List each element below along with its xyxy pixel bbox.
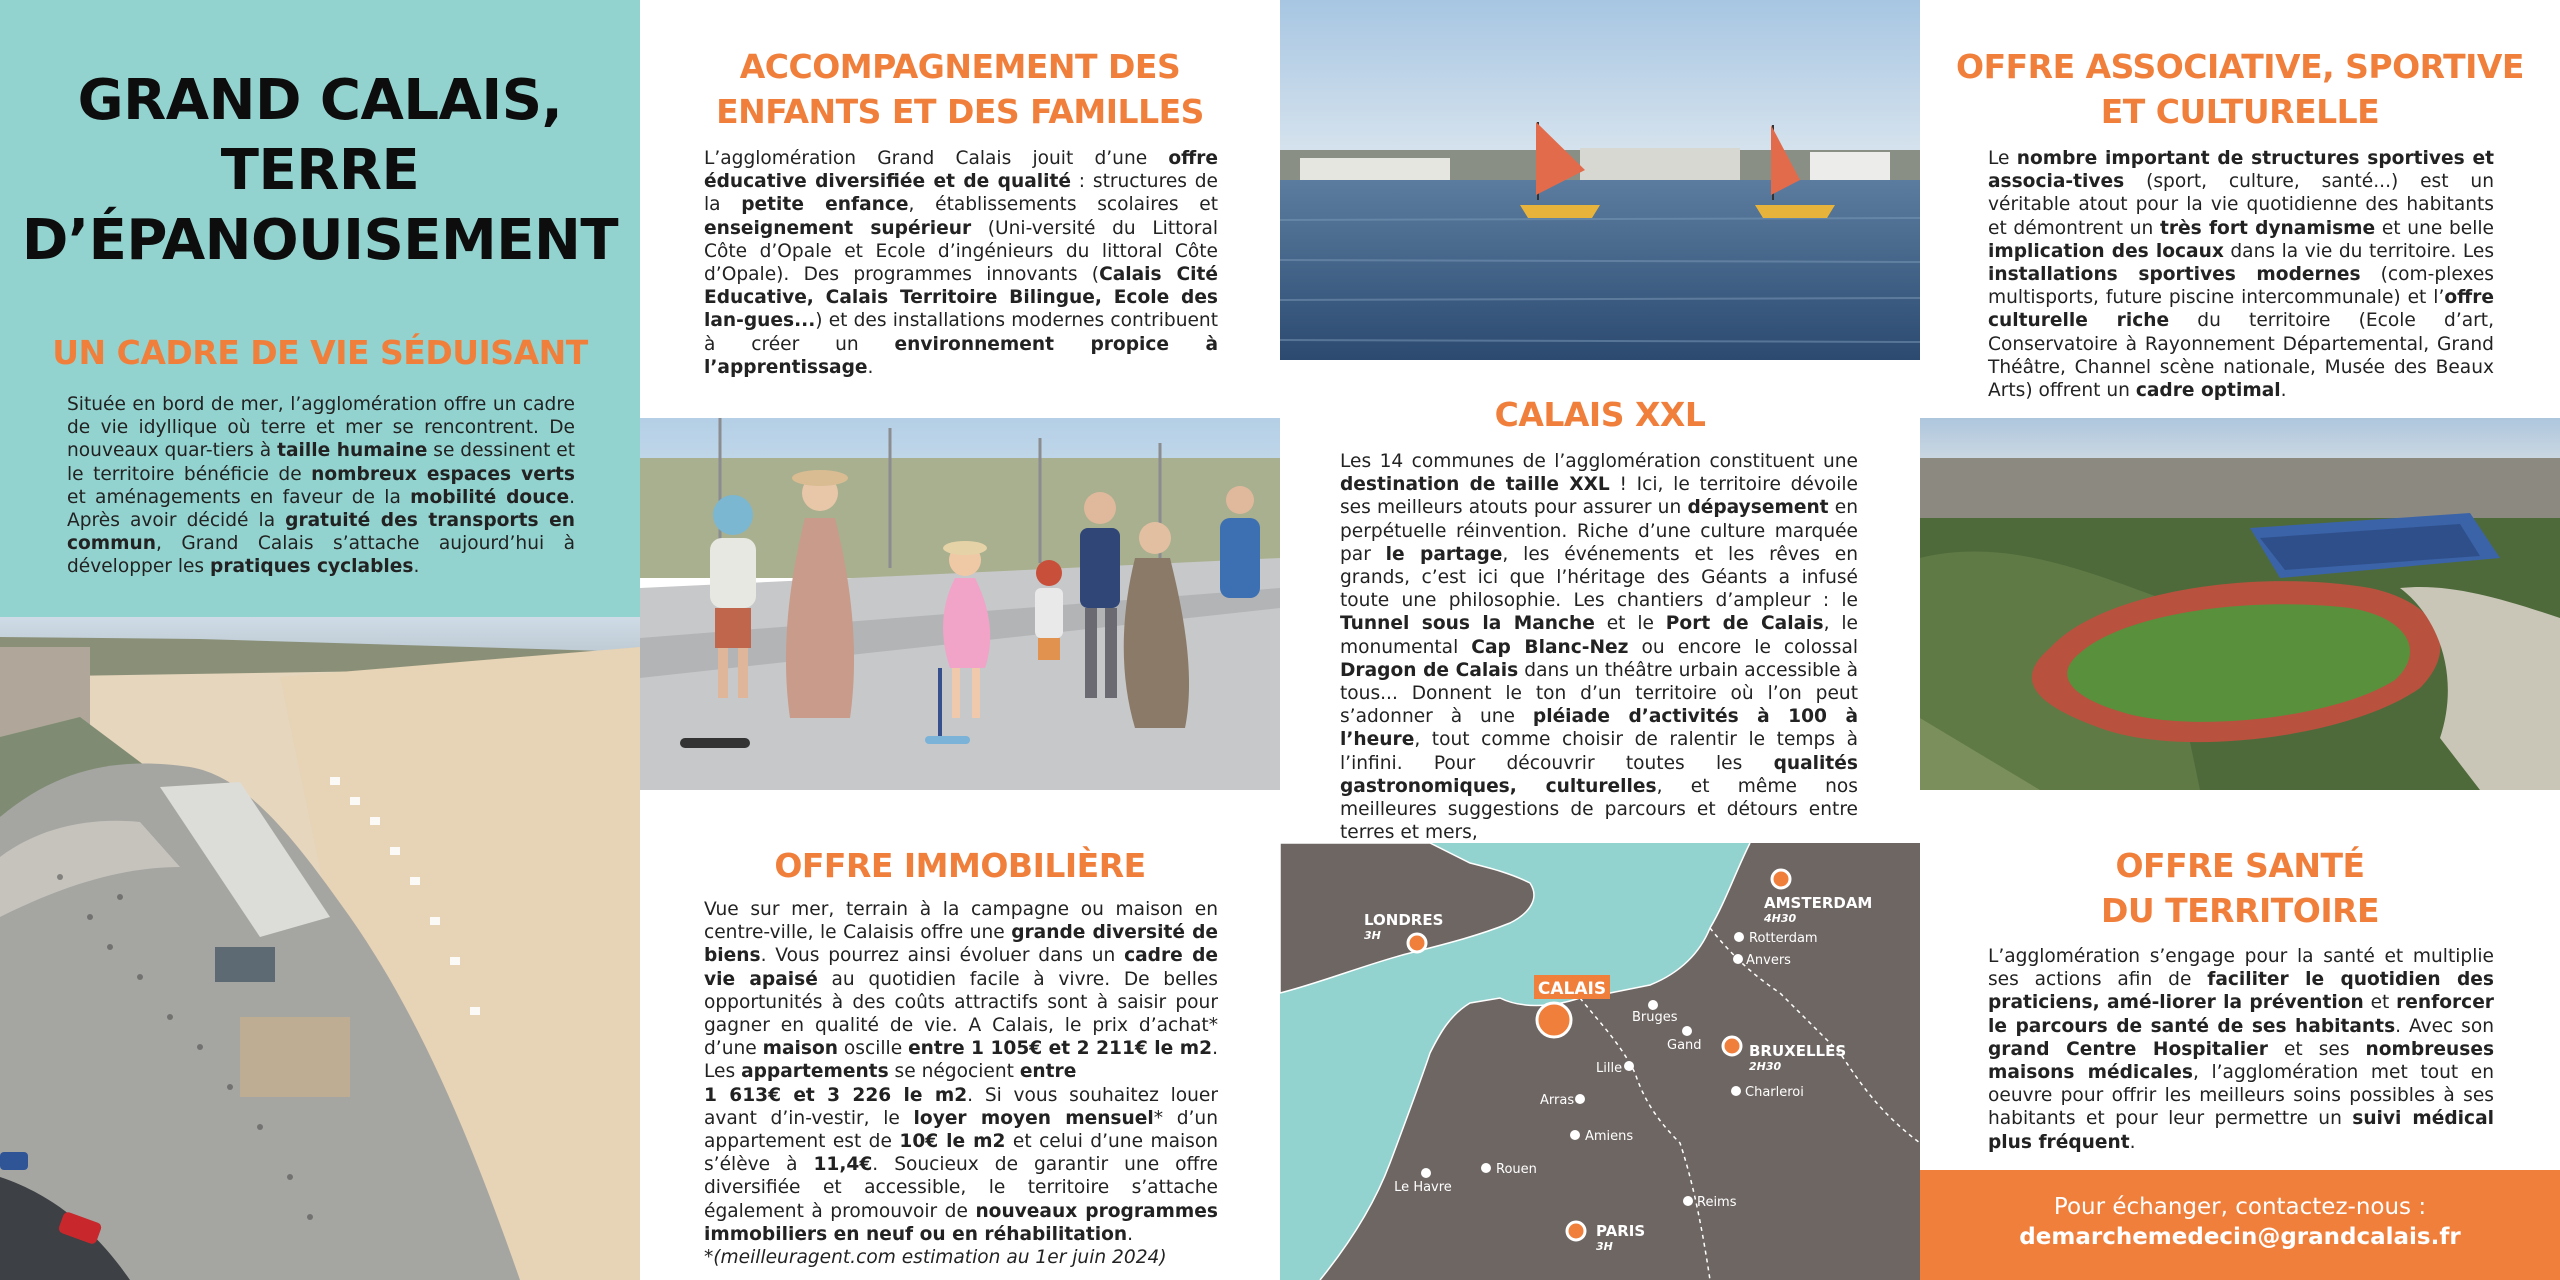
map-time-amsterdam: 4H30 [1764,912,1797,925]
main-title-line-2: TERRE [220,138,420,203]
families-title-line-2: ENFANTS ET DES FAMILLES [716,92,1204,131]
map-town-arras: Arras [1540,1093,1575,1108]
map-time-paris: 3H [1596,1240,1613,1253]
stadium-aerial-photo [1920,418,2560,790]
map-town-le-havre: Le Havre [1394,1180,1452,1195]
realestate-title: OFFRE IMMOBILIÈRE [774,846,1146,885]
health-title-line-1: OFFRE SANTÉ [2115,846,2365,885]
intro-paragraph: Située en bord de mer, l’agglomération offre un cadre de vie idyllique où terre et mer se rencontrent. De nouveaux quar-tiers à taille humaine se dessinent et le territoire bénéficie de nombreux espaces verts et aménagements en faveur de la mobilité douce. Après avoir décidé la gratuité des transports en commun, Grand Calais s’attache aujourd’hui à développer les pratiques cyclables. [67,394,576,578]
family-walk-photo [640,418,1280,790]
main-title-line-3: D’ÉPANOUISEMENT [21,208,619,273]
health-title-line-2: DU TERRITOIRE [2100,891,2380,930]
main-title-line-1: GRAND CALAIS, [77,68,563,133]
intro-subtitle: UN CADRE DE VIE SÉDUISANT [52,333,588,372]
map-town-charleroi: Charleroi [1745,1085,1804,1100]
health-paragraph: L’agglomération s’engage pour la santé et multiplie ses actions afin de faciliter le quotidien des praticiens, amé-liorer la prévention et renforcer le parcours de santé de ses habitants. Avec son grand Centre Hospitalier et ses nombreuses maisons médicales, l’agglomération met tout en oeuvre pour offrir les meilleurs soins possibles à ses habitants et pour leur permettre un suivi médical plus fréquent. [1988,946,2495,1153]
map-town-anvers: Anvers [1746,953,1791,968]
families-title [640,44,1280,134]
map-city-london: LONDRES [1364,911,1444,929]
contact-banner [1920,1170,2560,1280]
map-town-amiens: Amiens [1585,1129,1634,1144]
beach-promenade-photo [0,617,640,1280]
associative-title [1920,44,2560,134]
map-calais-label: CALAIS [1537,979,1607,999]
contact-intro: Pour échanger, contactez-nous : [2053,1194,2427,1220]
map-town-reims: Reims [1697,1195,1737,1210]
map-city-paris: PARIS [1596,1222,1646,1240]
xxl-paragraph: Les 14 communes de l’agglomération constituent une destination de taille XXL ! Ici, le territoire dévoile ses meilleurs atouts pour assurer un dépaysement en perpétuelle réinvention. Riche d’une culture marquée par le partage, les événements et les rêves en grands, c’est ici que l’héritage des Géants a infusé toute une philosophie. Les chantiers d’ampleur : le Tunnel sous la Manche et le Port de Calais, le monumental Cap Blanc-Nez ou encore le colossal Dragon de Calais dans un théâtre urbain accessible à tous... Donnent le ton d’un territoire où l’on peut s’adonner à une pléiade d’activités à 100 à l’heure, tout comme choisir de ralentir le temps à l’infini. Pour découvrir toutes les qualités gastronomiques, culturelles, et même nos meilleures suggestions de parcours et détours entre terres et mers, [1340,450,1858,868]
realestate-footnote: *(meilleuragent.com estimation au 1er juin 2024) [704,1247,1167,1269]
health-title [1920,843,2560,933]
sailboat-lake-photo [1280,0,1920,360]
associative-title-line-1: OFFRE ASSOCIATIVE, SPORTIVE [1956,47,2524,86]
families-paragraph: L’agglomération Grand Calais jouit d’une offre éducative diversifiée et de qualité : structures de la petite enfance, établissements scolaires et enseignement supérieur (Uni-versité du Littoral Côte d’Opale et Ecole d’ingénieurs du littoral Côte d’Opale). Des programmes innovants (Calais Cité Educative, Calais Territoire Bilingue, Ecole des lan-gues...) et des installations modernes contribuent à créer un environnement propice à l’apprentissage. [704,148,1219,378]
xxl-title: CALAIS XXL [1494,395,1706,434]
families-title-line-1: ACCOMPAGNEMENT DES [739,47,1181,86]
intro-panel [0,0,640,617]
associative-title-line-2: ET CULTURELLE [2100,92,2380,131]
map-time-london: 3H [1364,929,1381,942]
map-city-brussels: BRUXELLES [1749,1042,1847,1060]
main-title [0,66,640,276]
map-town-rouen: Rouen [1496,1162,1537,1177]
map-town-bruges: Bruges [1632,1010,1678,1025]
contact-email[interactable]: demarchemedecin@grandcalais.fr [2019,1224,2461,1250]
realestate-paragraph: Vue sur mer, terrain à la campagne ou maison en centre-ville, le Calaisis offre une grande diversité de biens. Vous pourrez ainsi évoluer dans un cadre de vie apaisé au quotidien facile à vivre. De belles opportunités à des coûts attractifs sont à saisir pour gagner en qualité de vie. A Calais, le prix d’achat* d’une maison oscille entre 1 105€ et 2 211€ le m2. Les appartements se négocient entre 1 613€ et 3 226 le m2. Si vous souhaitez louer avant d’in-vestir, le loyer moyen mensuel* d’un appartement est de 10€ le m2 et celui d’une maison s’élève à 11,4€. Soucieux de garantir une offre diversifiée et accessible, le territoire s’attache également à promouvoir de nouveaux programmes immobiliers en neuf ou en réhabilitation. *(meilleuragent.com estimation au 1er juin 2024) [704,899,1219,1269]
associative-paragraph: Le nombre important de structures sportives et associa-tives (sport, culture, santé...) est un véritable atout pour la vie quotidienne des habitants et démontrent un très fort dynamisme et une belle implication des locaux dans la vie du territoire. Les installations sportives modernes (com-plexes multisports, future piscine intercommunale) et l’offre culturelle riche du territoire (Ecole d’art, Conservatoire à Rayonnement Départemental, Grand Théâtre, Channel scène nationale, Musée des Beaux Arts) offrent un cadre optimal. [1988,148,2495,402]
map-town-lille: Lille [1596,1061,1623,1076]
map-time-brussels: 2H30 [1749,1060,1782,1073]
map-town-gand: Gand [1667,1038,1702,1053]
travel-map [1280,843,1920,1280]
map-town-rotterdam: Rotterdam [1749,931,1818,946]
map-city-amsterdam: AMSTERDAM [1764,894,1873,912]
